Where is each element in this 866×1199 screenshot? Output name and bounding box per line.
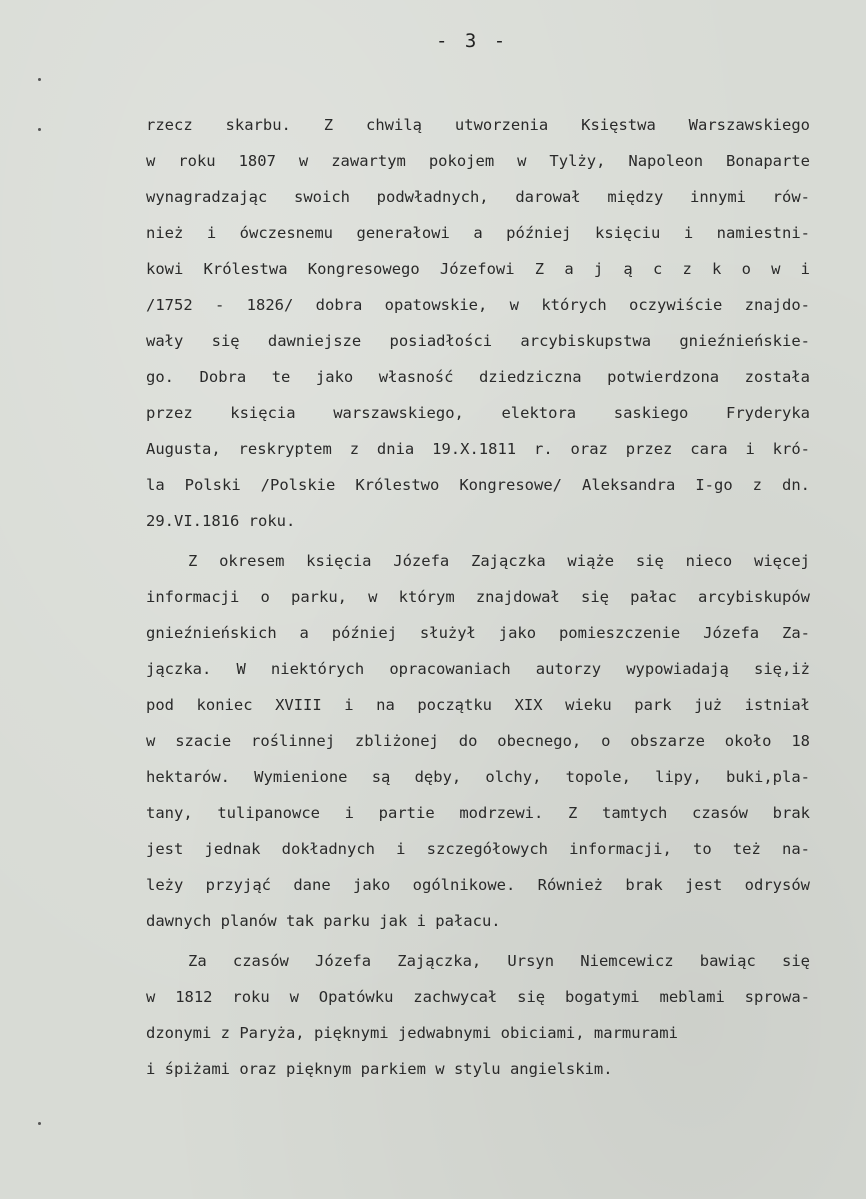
text-line: wały się dawniejsze posiadłości arcybiskupstwa gnieźnieńskie-: [146, 332, 810, 350]
text-line: przez księcia warszawskiego, elektora saskiego Fryderyka: [146, 404, 810, 422]
text-line: w roku 1807 w zawartym pokojem w Tylży, Napoleon Bonaparte: [146, 152, 810, 170]
text-line: jączka. W niektórych opracowaniach autorzy wypowiadają się,iż: [146, 660, 810, 678]
text-line: w 1812 roku w Opatówku zachwycał się bogatymi meblami sprowa-: [146, 988, 810, 1006]
text-line: leży przyjąć dane jako ogólnikowe. Również brak jest odrysów: [146, 876, 810, 894]
text-line: tany, tulipanowce i partie modrzewi. Z tamtych czasów brak: [146, 804, 810, 822]
text-line: dawnych planów tak parku jak i pałacu.: [146, 912, 501, 930]
text-line: jest jednak dokładnych i szczegółowych informacji, to też na-: [146, 840, 810, 858]
text-line: Augusta, reskryptem z dnia 19.X.1811 r. oraz przez cara i kró-: [146, 440, 810, 458]
page-number: - 3 -: [436, 30, 509, 52]
text-line: 29.VI.1816 roku.: [146, 512, 296, 530]
text-line: go. Dobra te jako własność dziedziczna potwierdzona została: [146, 368, 810, 386]
text-line: pod koniec XVIII i na początku XIX wieku park już istniał: [146, 696, 810, 714]
text-line: nież i ówczesnemu generałowi a później księciu i namiestni-: [146, 224, 810, 242]
text-line: la Polski /Polskie Królestwo Kongresowe/ Aleksandra I-go z dn.: [146, 476, 810, 494]
text-line: rzecz skarbu. Z chwilą utworzenia Księstwa Warszawskiego: [146, 116, 810, 134]
punch-mark: [38, 1122, 41, 1125]
text-line: wynagradzając swoich podwładnych, darował między innymi rów-: [146, 188, 810, 206]
text-line: informacji o parku, w którym znajdował się pałac arcybiskupów: [146, 588, 810, 606]
text-line: /1752 - 1826/ dobra opatowskie, w których oczywiście znajdo-: [146, 296, 810, 314]
text-line: Z okresem księcia Józefa Zajączka wiąże się nieco więcej: [188, 552, 810, 570]
text-line: hektarów. Wymienione są dęby, olchy, topole, lipy, buki,pla-: [146, 768, 810, 786]
text-line: kowi Królestwa Kongresowego Józefowi Z a j ą c z k o w i: [146, 260, 810, 278]
text-line: i śpiżami oraz pięknym parkiem w stylu angielskim.: [146, 1060, 613, 1078]
punch-mark: [38, 128, 41, 131]
text-line: dzonymi z Paryża, pięknymi jedwabnymi obiciami, marmurami: [146, 1024, 678, 1042]
text-line: gnieźnieńskich a później służył jako pomieszczenie Józefa Za-: [146, 624, 810, 642]
text-line: w szacie roślinnej zbliżonej do obecnego, o obszarze około 18: [146, 732, 810, 750]
punch-mark: [38, 78, 41, 81]
text-line: Za czasów Józefa Zajączka, Ursyn Niemcewicz bawiąc się: [188, 952, 810, 970]
